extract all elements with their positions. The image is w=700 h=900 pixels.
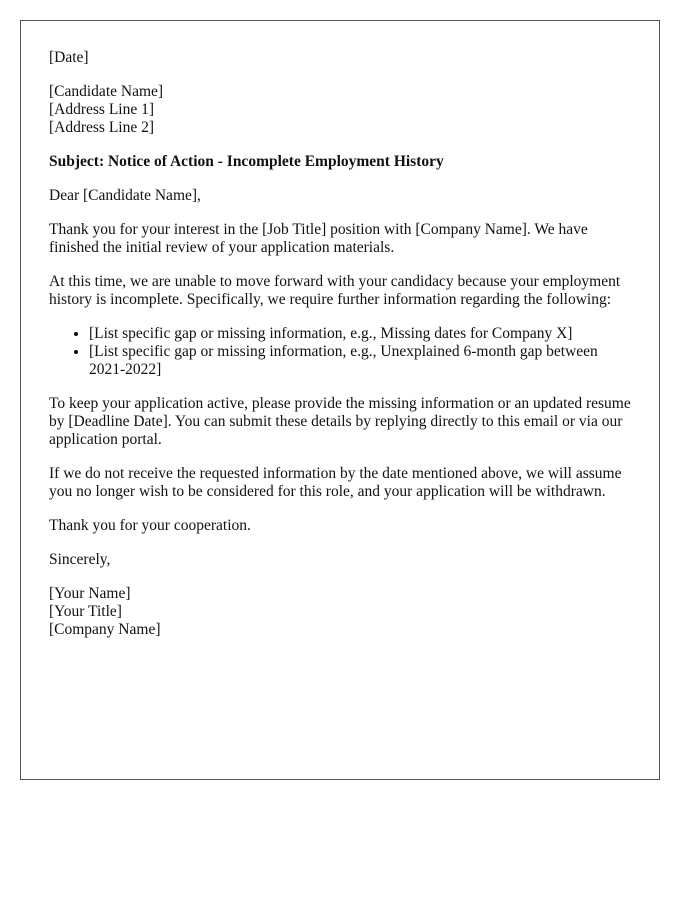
body-paragraph-request: To keep your application active, please provide the missing information or an updated resume by [Deadline Date]. You can submit these details by replying directly to this email or via our application portal. [49, 395, 631, 448]
closing: Sincerely, [49, 551, 111, 568]
body-paragraph-warning: If we do not receive the requested information by the date mentioned above, we will assume you no longer wish to be considered for this role, and your application will be withdrawn. [49, 465, 622, 500]
list-item: • [List specific gap or missing information, e.g., Missing dates for Company X] [89, 325, 631, 343]
missing-info-list [49, 325, 631, 379]
recipient-address-line-1: [Address Line 1] [49, 101, 155, 118]
letter-document [20, 20, 660, 780]
signature-title: [Your Title] [49, 603, 122, 620]
letter-subject: Subject: Notice of Action - Incomplete Employment History [49, 153, 444, 170]
body-paragraph-thanks: Thank you for your cooperation. [49, 517, 251, 534]
salutation: Dear [Candidate Name], [49, 187, 201, 204]
body-paragraph-reason: At this time, we are unable to move forward with your candidacy because your employment history is incomplete. Specifically, we require further information regarding the following: [49, 273, 621, 308]
body-paragraph-intro: Thank you for your interest in the [Job Title] position with [Company Name]. We have finished the initial review of your application materials. [49, 221, 588, 256]
letter-date: [Date] [49, 49, 89, 66]
signature-block [49, 585, 631, 639]
recipient-address [49, 83, 631, 137]
list-item: • [List specific gap or missing information, e.g., Unexplained 6-month gap between 2021-2022] [89, 343, 631, 379]
recipient-address-line-2: [Address Line 2] [49, 119, 155, 136]
signature-company: [Company Name] [49, 621, 161, 638]
recipient-name: [Candidate Name] [49, 83, 164, 100]
signature-name: [Your Name] [49, 585, 131, 602]
